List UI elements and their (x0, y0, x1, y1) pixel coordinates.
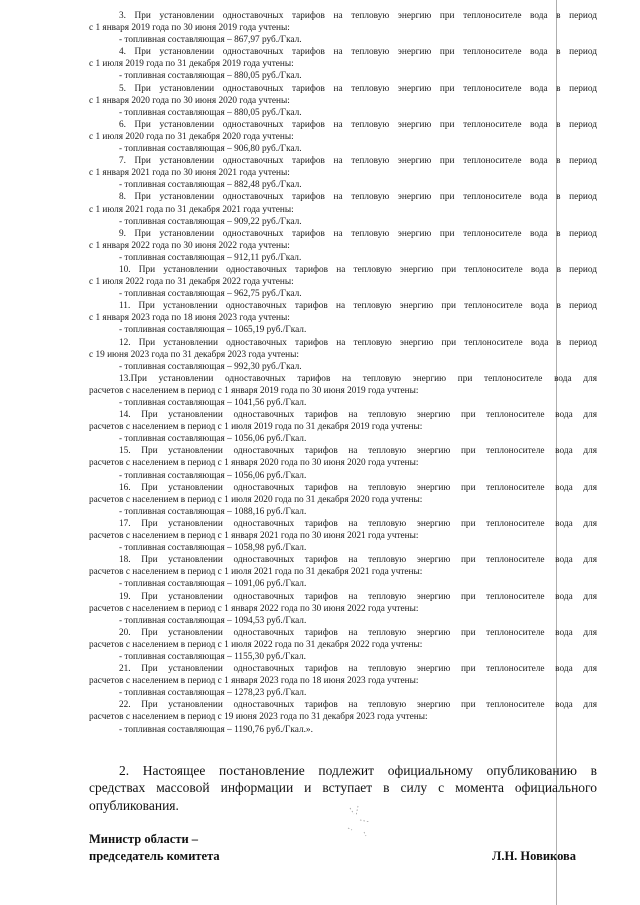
tariff-item-heading: 12. При установлении одноставочных тарифов на тепловую энергию при теплоносителе вода в период (119, 337, 597, 348)
tariff-item-fuel-component: - топливная составляющая – 992,30 руб./Гкал. (119, 361, 302, 372)
tariff-item-fuel-component: - топливная составляющая – 1091,06 руб./Гкал. (119, 579, 307, 590)
tariff-item-fuel-component: - топливная составляющая – 1278,23 руб./Гкал. (119, 688, 307, 699)
tariff-item-heading: 5. При установлении одноставочных тарифов на тепловую энергию при теплоносителе вода в период (119, 83, 597, 94)
tariff-item-heading: 21. При установлении одноставочных тарифов на тепловую энергию при теплоносителе вода для (119, 664, 597, 675)
tariff-item (89, 337, 597, 373)
tariff-item-period: расчетов с населением в период с 1 июля 2021 года по 31 декабря 2021 года учтены: (89, 567, 423, 578)
tariff-item-period: с 1 января 2020 года по 30 июня 2020 года учтены: (89, 95, 290, 106)
tariff-item-period: с 1 января 2021 года по 30 июня 2021 года учтены: (89, 168, 290, 179)
tariff-item (89, 155, 597, 191)
tariff-item-period: с 1 июля 2022 года по 31 декабря 2022 года учтены: (89, 277, 294, 288)
tariff-item (89, 445, 597, 481)
tariff-item-period: расчетов с населением в период с 1 января 2023 года по 18 июня 2023 года учтены: (89, 676, 419, 687)
tariff-item (89, 46, 597, 82)
tariff-item-heading: 8. При установлении одноставочных тарифов на тепловую энергию при теплоносителе вода в период (119, 192, 597, 203)
signature-mark (330, 800, 390, 850)
tariff-item-period: с 1 июля 2019 года по 31 декабря 2019 года учтены: (89, 59, 294, 70)
tariff-item-heading: 22. При установлении одноставочных тарифов на тепловую энергию при теплоносителе вода для (119, 700, 597, 711)
signatory-title-line2: председатель комитета (89, 849, 220, 863)
tariff-item-heading: 20. При установлении одноставочных тарифов на тепловую энергию при теплоносителе вода для (119, 627, 597, 638)
tariff-item-fuel-component: - топливная составляющая – 909,22 руб./Гкал. (119, 216, 302, 227)
tariff-item (89, 10, 597, 46)
tariff-item-fuel-component: - топливная составляющая – 1056,06 руб./Гкал. (119, 470, 307, 481)
tariff-item-period: с 1 января 2023 года по 18 июня 2023 года учтены: (89, 313, 290, 324)
closing-line: 2. Настоящее постановление подлежит официальному опубликованию в (119, 763, 597, 778)
tariff-item (89, 373, 597, 409)
tariff-item (89, 83, 597, 119)
tariff-item-heading: 10. При установлении одноставочных тарифов на тепловую энергию при теплоносителе вода в период (119, 264, 597, 275)
tariff-item-fuel-component: - топливная составляющая – 1058,98 руб./Гкал. (119, 543, 307, 554)
tariff-item-heading: 11. При установлении одноставочных тарифов на тепловую энергию при теплоносителе вода в период (119, 301, 597, 312)
tariff-item (89, 300, 597, 336)
tariff-item (89, 409, 597, 445)
tariff-item (89, 591, 597, 627)
tariff-item-fuel-component: - топливная составляющая – 880,05 руб./Гкал. (119, 107, 302, 118)
tariff-item-fuel-component: - топливная составляющая – 1190,76 руб./Гкал.». (119, 724, 313, 735)
tariff-item-fuel-component: - топливная составляющая – 906,80 руб./Гкал. (119, 144, 302, 155)
tariff-item-heading: 6. При установлении одноставочных тарифов на тепловую энергию при теплоносителе вода в период (119, 119, 597, 130)
tariff-item-heading: 14. При установлении одноставочных тарифов на тепловую энергию при теплоносителе вода для (119, 410, 597, 421)
tariff-item-fuel-component: - топливная составляющая – 880,05 руб./Гкал. (119, 71, 302, 82)
tariff-items-list (89, 10, 597, 736)
tariff-item-fuel-component: - топливная составляющая – 867,97 руб./Гкал. (119, 35, 302, 46)
tariff-item-period: расчетов с населением в период с 1 января 2020 года по 30 июня 2020 года учтены: (89, 458, 419, 469)
tariff-item-period: расчетов с населением в период с 1 января 2022 года по 30 июня 2022 года учтены: (89, 603, 419, 614)
tariff-item-fuel-component: - топливная составляющая – 1155,30 руб./Гкал. (119, 651, 306, 662)
tariff-item-fuel-component: - топливная составляющая – 912,11 руб./Гкал. (119, 252, 302, 263)
tariff-item (89, 264, 597, 300)
tariff-item-period: расчетов с населением в период с 1 июля 2022 года по 31 декабря 2022 года учтены: (89, 639, 423, 650)
tariff-item-period: с 1 июля 2020 года по 31 декабря 2020 года учтены: (89, 131, 294, 142)
tariff-item (89, 699, 597, 735)
tariff-item-period: с 19 июня 2023 года по 31 декабря 2023 года учтены: (89, 349, 299, 360)
tariff-item-fuel-component: - топливная составляющая – 1088,16 руб./Гкал. (119, 506, 307, 517)
tariff-item-period: расчетов с населением в период с 19 июня 2023 года по 31 декабря 2023 года учтены: (89, 712, 428, 723)
closing-line: средствах массовой информации и вступает в силу с момента официального (89, 780, 597, 796)
tariff-item-heading: 4. При установлении одноставочных тарифов на тепловую энергию при теплоносителе вода в период (119, 47, 597, 58)
tariff-item-period: расчетов с населением в период с 1 июля 2019 года по 31 декабря 2019 года учтены: (89, 422, 423, 433)
tariff-item-heading: 9. При установлении одноставочных тарифов на тепловую энергию при теплоносителе вода в период (119, 228, 597, 239)
tariff-item-fuel-component: - топливная составляющая – 1041,56 руб./Гкал. (119, 398, 307, 408)
tariff-item-period: расчетов с населением в период с 1 июля 2020 года по 31 декабря 2020 года учтены: (89, 494, 423, 505)
tariff-item (89, 554, 597, 590)
tariff-item-fuel-component: - топливная составляющая – 1056,06 руб./Гкал. (119, 434, 307, 445)
tariff-item-fuel-component: - топливная составляющая – 962,75 руб./Гкал. (119, 289, 302, 300)
tariff-item-heading: 7. При установлении одноставочных тарифов на тепловую энергию при теплоносителе вода в период (119, 156, 597, 167)
signatory-name: Л.Н. Новикова (492, 849, 577, 863)
tariff-item-period: с 1 января 2019 года по 30 июня 2019 года учтены: (89, 23, 290, 34)
signatory-title-line1: Министр области – (89, 832, 199, 846)
tariff-item (89, 627, 597, 663)
tariff-item (89, 228, 597, 264)
tariff-item-period: расчетов с населением в период с 1 января 2021 года по 30 июня 2021 года учтены: (89, 531, 419, 542)
tariff-item-heading: 3. При установлении одноставочных тарифов на тепловую энергию при теплоносителе вода в период (119, 11, 597, 21)
tariff-item-heading: 17. При установлении одноставочных тарифов на тепловую энергию при теплоносителе вода для (119, 518, 597, 529)
tariff-item-period: расчетов с населением в период с 1 января 2019 года по 30 июня 2019 года учтены: (89, 385, 419, 396)
tariff-item-fuel-component: - топливная составляющая – 882,48 руб./Гкал. (119, 180, 302, 191)
tariff-item-heading: 15. При установлении одноставочных тарифов на тепловую энергию при теплоносителе вода для (119, 446, 597, 457)
tariff-item-fuel-component: - топливная составляющая – 1094,53 руб./Гкал. (119, 615, 307, 626)
tariff-item-heading: 18. При установлении одноставочных тарифов на тепловую энергию при теплоносителе вода для (119, 555, 597, 566)
tariff-item (89, 119, 597, 155)
tariff-item-period: с 1 января 2022 года по 30 июня 2022 года учтены: (89, 240, 290, 251)
tariff-item-heading: 19. При установлении одноставочных тарифов на тепловую энергию при теплоносителе вода для (119, 591, 597, 602)
tariff-item-heading: 16. При установлении одноставочных тарифов на тепловую энергию при теплоносителе вода для (119, 482, 597, 493)
tariff-item-heading: 13.При установлении одноставочных тарифов на тепловую энергию при теплоносителе вода для (119, 373, 597, 384)
tariff-item-period: с 1 июля 2021 года по 31 декабря 2021 года учтены: (89, 204, 294, 215)
tariff-item (89, 191, 597, 227)
tariff-item (89, 518, 597, 554)
tariff-item (89, 482, 597, 518)
tariff-item (89, 663, 597, 699)
closing-line: опубликования. (89, 797, 179, 813)
tariff-item-fuel-component: - топливная составляющая – 1065,19 руб./Гкал. (119, 325, 307, 336)
